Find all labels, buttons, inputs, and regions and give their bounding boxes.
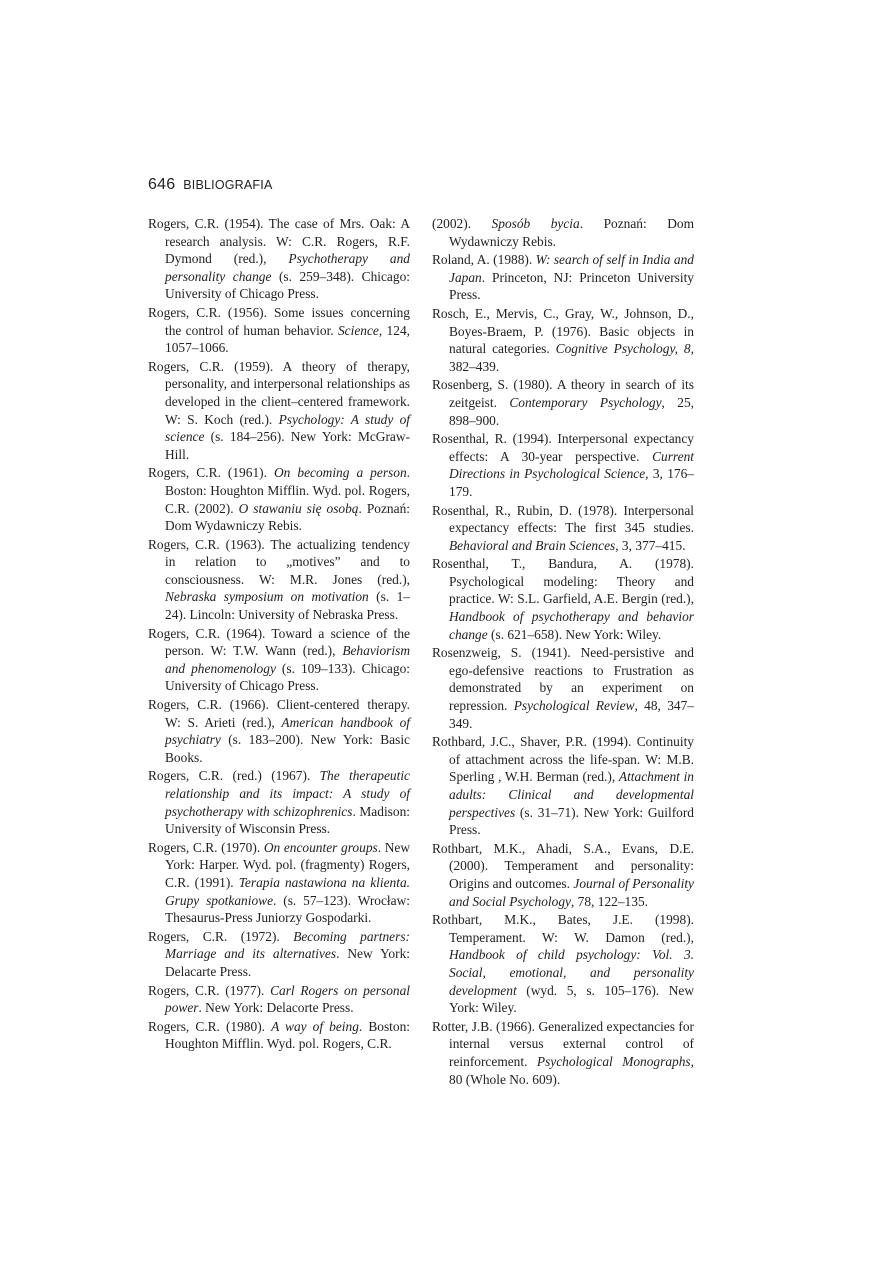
entry-text: Rogers, C.R. (1961).	[148, 465, 274, 481]
entry-title-italic: Current Directions in Psychological Science	[449, 448, 694, 482]
entry-text: (s. 109–133). Chicago: University of Chicago Press.	[165, 660, 410, 694]
entry-text: (s. 31–71). New York: Guilford Press.	[449, 804, 694, 838]
entry-text: Rogers, C.R. (1956). Some issues concerning the control of human behavior.	[148, 304, 410, 338]
entry-title-italic: O stawaniu się osobą	[238, 500, 359, 516]
entry-text: (s. 184–256). New York: McGraw-Hill.	[165, 429, 410, 462]
bibliography-entry	[432, 502, 694, 555]
entry-title-italic: Journal of Personality and Social Psychology	[449, 875, 694, 909]
entry-text: (2002).	[432, 216, 492, 231]
entry-title-italic: Carl Rogers on personal power	[165, 982, 411, 1016]
entry-text: Rotter, J.B. (1966). Generalized expectancies for internal versus external control of reinforcement.	[432, 1018, 694, 1069]
entry-text: Rogers, C.R. (1970).	[148, 839, 264, 855]
entry-text: Rosenthal, R., Rubin, D. (1978). Interpersonal expectancy effects: The first 345 studies.	[432, 502, 694, 536]
bibliography-entry	[432, 840, 694, 910]
entry-title-italic: The therapeutic relationship and its impact: A study of psychotherapy with schizophrenics	[165, 768, 410, 819]
bibliography-entry	[432, 215, 694, 250]
entry-text: (wyd. 5, s. 105–176). New York: Wiley.	[449, 982, 694, 1016]
entry-title-italic: A way of being	[271, 1018, 359, 1034]
bibliography-left-column	[148, 215, 410, 1054]
bibliography-entry	[148, 215, 410, 303]
entry-text: Rogers, C.R. (1959). A theory of therapy, personality, and interpersonal relationships as developed in the client–centered framework. W: S. Koch (red.).	[148, 358, 410, 427]
bibliography-entry	[148, 928, 410, 981]
entry-text: Rothbard, J.C., Shaver, P.R. (1994). Continuity of attachment across the life-span. W: M.B. Sperling , W.H. Berman (red.),	[432, 734, 694, 785]
page-header	[148, 176, 272, 194]
entry-text: Roland, A. (1988).	[432, 252, 536, 268]
bibliography-entry	[148, 625, 410, 695]
bibliography-entry	[148, 1018, 410, 1053]
entry-text: (s. 183–200). New York: Basic Books.	[165, 732, 410, 765]
entry-title-italic: Terapia nastawiona na klienta. Grupy spotkaniowe	[165, 874, 410, 908]
bibliography-entry	[148, 982, 410, 1017]
entry-text: Rogers, C.R. (red.) (1967).	[148, 768, 320, 784]
entry-text: , 80 (Whole No. 609).	[449, 1053, 694, 1087]
bibliography-entry	[148, 536, 410, 624]
bibliography-entry	[432, 430, 694, 500]
entry-title-italic: Cognitive Psychology, 8	[555, 341, 691, 357]
entry-text: . (s. 57–123). Wrocław: Thesaurus-Press Juniorzy Gospodarki.	[165, 892, 410, 926]
entry-text: . Poznań: Dom Wydawniczy Rebis.	[165, 500, 410, 534]
entry-text: Rothbart, M.K., Ahadi, S.A., Evans, D.E. (2000). Temperament and personality: Origins and outcomes.	[432, 840, 694, 891]
bibliography-entry	[432, 644, 694, 732]
entry-text: Rogers, C.R. (1977).	[148, 982, 271, 998]
entry-text: Rosenthal, T., Bandura, A. (1978). Psychological modeling: Theory and practice. W: S.L. Garfield, A.E. Bergin (red.),	[432, 556, 694, 607]
bibliography-entry	[432, 305, 694, 375]
entry-title-italic: Sposób bycia	[491, 216, 580, 231]
entry-text: . New York: Delacarte Press.	[165, 946, 410, 979]
entry-title-italic: Science	[337, 322, 379, 338]
page-number: 646	[148, 176, 176, 193]
bibliography-entry	[432, 555, 694, 643]
entry-title-italic: Psychotherapy and personality change	[165, 251, 410, 284]
entry-title-italic: American handbook of psychiatry	[165, 714, 410, 748]
entry-text: . New York: Delacorte Press.	[198, 1000, 354, 1016]
entry-text: , 124, 1057–1066.	[165, 322, 410, 356]
entry-text: Rogers, C.R. (1964). Toward a science of the person. W: T.W. Wann (red.),	[148, 625, 410, 659]
bibliography-entry	[148, 839, 410, 927]
entry-text: (s. 1–24). Lincoln: University of Nebraska Press.	[165, 589, 410, 623]
entry-text: . Madison: University of Wisconsin Press.	[165, 803, 410, 837]
entry-title-italic: Contemporary Psychology	[509, 394, 662, 410]
entry-text: (s. 621–658). New York: Wiley.	[487, 626, 662, 642]
entry-text: Rosch, E., Mervis, C., Gray, W., Johnson, D., Boyes-Braem, P. (1976). Basic objects in natural categories.	[432, 305, 694, 357]
entry-text: , 3, 377–415.	[615, 537, 686, 553]
entry-text: . New York: Harper. Wyd. pol. (fragmenty) Rogers, C.R. (1991).	[165, 839, 411, 890]
entry-title-italic: On encounter groups	[263, 839, 378, 855]
entry-title-italic: Psychology: A study of science	[165, 411, 411, 445]
entry-title-italic: Handbook of child psychology: Vol. 3. Social, emotional, and personality development	[449, 947, 694, 998]
bibliography-entry	[148, 767, 410, 837]
entry-text: Rosenberg, S. (1980). A theory in search of its zeitgeist.	[432, 377, 694, 410]
entry-title-italic: Handbook of psychotherapy and behavior change	[449, 609, 694, 642]
entry-text: . Boston: Houghton Mifflin. Wyd. pol. Rogers, C.R.	[165, 1018, 410, 1052]
entry-text: Rogers, C.R. (1963). The actualizing tendency in relation to „motives” and to consciousness. W: M.R. Jones (red.),	[148, 536, 410, 587]
bibliography-entry	[148, 304, 410, 357]
entry-text: Rogers, C.R. (1972).	[148, 928, 294, 944]
entry-text: Rogers, C.R. (1954). The case of Mrs. Oak: A research analysis. W: C.R. Rogers, R.F. Dymond (red.),	[148, 216, 410, 267]
bibliography-entry	[432, 911, 694, 1017]
bibliography-entry	[432, 251, 694, 304]
entry-title-italic: W: search of self in India and Japan	[449, 252, 695, 285]
entry-text: . Poznań: Dom Wydawniczy Rebis.	[449, 216, 694, 249]
entry-text: Rosenthal, R. (1994). Interpersonal expectancy effects: A 30-year perspective.	[432, 431, 694, 464]
entry-title-italic: Becoming partners: Marriage and its alternatives	[165, 928, 411, 962]
entry-text: Rosenzweig, S. (1941). Need-persistive and ego-defensive reactions to Frustration as demonstrated by an experiment on repression.	[432, 645, 694, 714]
entry-text: Rogers, C.R. (1966). Client-centered therapy. W: S. Arieti (red.),	[148, 697, 410, 730]
entry-text: Rogers, C.R. (1980).	[148, 1018, 272, 1034]
entry-title-italic: On becoming a person	[273, 465, 407, 481]
entry-text: . Boston: Houghton Mifflin. Wyd. pol. Rogers, C.R. (2002).	[165, 465, 410, 516]
bibliography-entry	[148, 696, 410, 766]
entry-text: (s. 259–348). Chicago: University of Chicago Press.	[165, 268, 410, 302]
entry-text: , 78, 122–135.	[570, 893, 648, 909]
bibliography-entry	[432, 733, 694, 839]
entry-title-italic: Nebraska symposium on motivation	[165, 589, 369, 605]
entry-title-italic: Psychological Monographs	[536, 1053, 691, 1069]
entry-text: , 3, 176–179.	[449, 466, 694, 499]
entry-text: , 382–439.	[449, 341, 694, 374]
bibliography-entry	[432, 1018, 694, 1088]
entry-text: , 48, 347–349.	[449, 698, 694, 731]
entry-title-italic: Behavioral and Brain Sciences	[449, 537, 616, 553]
bibliography-entry	[432, 376, 694, 429]
entry-title-italic: Attachment in adults: Clinical and developmental perspectives	[449, 769, 694, 820]
entry-text: Rothbart, M.K., Bates, J.E. (1998). Temperament. W: W. Damon (red.),	[432, 912, 694, 945]
bibliography-entry	[148, 358, 410, 464]
entry-title-italic: Psychological Review	[513, 698, 635, 714]
section-title: BIBLIOGRAFIA	[183, 178, 273, 192]
entry-text: . Princeton, NJ: Princeton University Press.	[449, 269, 694, 303]
entry-title-italic: Behaviorism and phenomenology	[165, 643, 410, 676]
entry-text: , 25, 898–900.	[449, 394, 694, 428]
bibliography-right-column	[432, 215, 694, 1089]
bibliography-entry	[148, 464, 410, 534]
